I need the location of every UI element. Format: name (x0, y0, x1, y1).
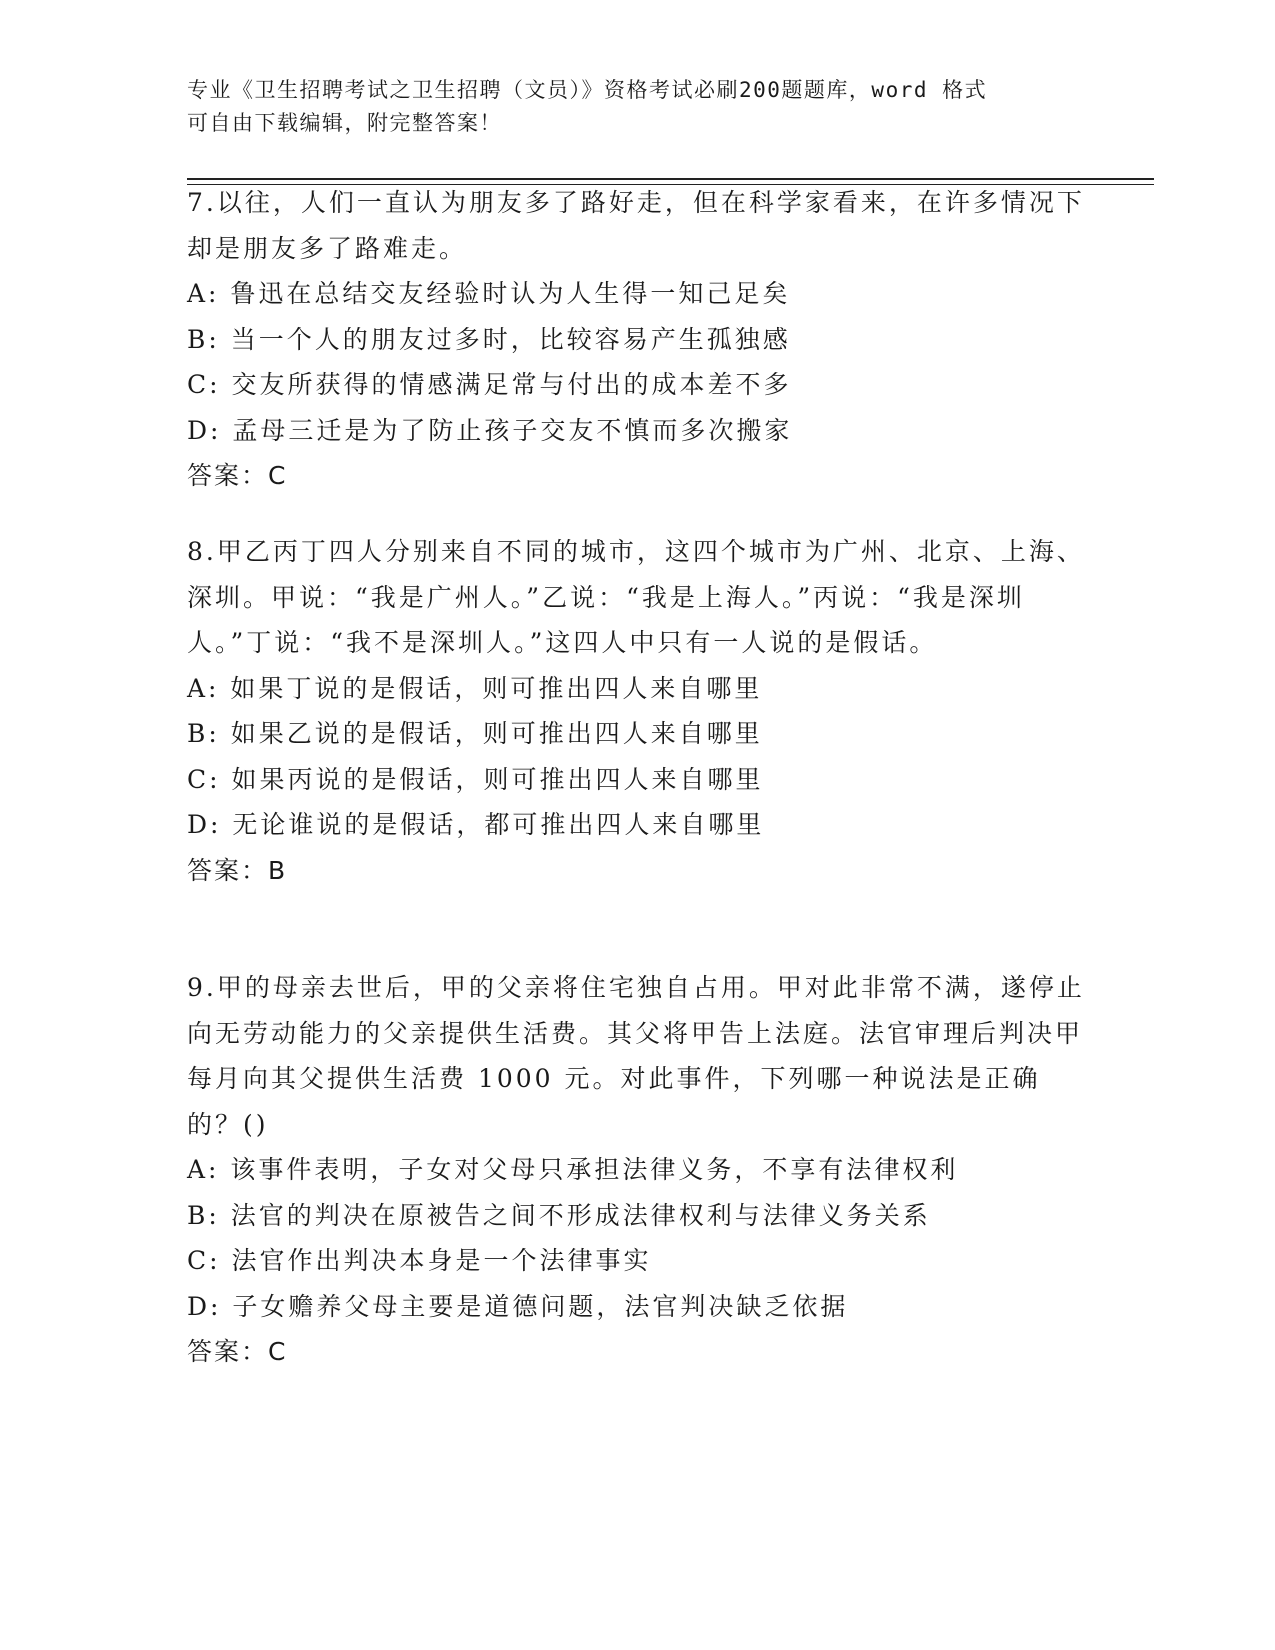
option-c: C: 如果丙说的是假话，则可推出四人来自哪里 (187, 764, 764, 794)
option-d: D: 子女赡养父母主要是道德问题，法官判决缺乏依据 (187, 1291, 849, 1321)
option-b: B: 当一个人的朋友过多时，比较容易产生孤独感 (187, 324, 791, 354)
question-stem: 7.以往，人们一直认为朋友多了路好走，但在科学家看来，在许多情况下却是朋友多了路难走。 (187, 188, 1085, 263)
header-line-1: 专业《卫生招聘考试之卫生招聘（文员）》资格考试必刷200题题库，word 格式 (187, 78, 988, 102)
option-c: C: 交友所获得的情感满足常与付出的成本差不多 (187, 370, 792, 399)
document-header (187, 74, 1087, 140)
answer-label: 答案：C (187, 461, 288, 490)
question-stem: 8.甲乙丙丁四人分别来自不同的城市，这四个城市为广州、北京、上海、深圳。甲说：“我是广州人。”乙说：“我是上海人。”丙说：“我是深圳人。”丁说：“我不是深圳人。”这四人中只有一人说的是假话。 (187, 537, 1085, 657)
question-9 (187, 965, 1087, 1375)
option-a: A: 如果丁说的是假话，则可推出四人来自哪里 (187, 673, 763, 703)
question-8 (187, 529, 1087, 893)
header-line-2: 可自由下载编辑，附完整答案！ (187, 111, 502, 135)
question-7 (187, 180, 1087, 499)
option-a: A: 鲁迅在总结交友经验时认为人生得一知己足矣 (187, 279, 791, 308)
option-b: B: 法官的判决在原被告之间不形成法律权利与法律义务关系 (187, 1200, 931, 1230)
option-d: D: 无论谁说的是假话，都可推出四人来自哪里 (187, 810, 765, 839)
option-a: A: 该事件表明，子女对父母只承担法律义务，不享有法律权利 (187, 1155, 959, 1184)
answer-label: 答案：B (187, 855, 288, 885)
answer-label: 答案：C (187, 1337, 288, 1366)
option-b: B: 如果乙说的是假话，则可推出四人来自哪里 (187, 719, 763, 748)
question-stem: 9.甲的母亲去世后，甲的父亲将住宅独自占用。甲对此非常不满，遂停止向无劳动能力的父亲提供生活费。其父将甲告上法庭。法官审理后判决甲每月向其父提供生活费 1000 元。对此事件，下列哪一种说法是正确的？() (187, 973, 1085, 1139)
option-c: C: 法官作出判决本身是一个法律事实 (187, 1246, 652, 1275)
option-d: D: 孟母三迁是为了防止孩子交友不慎而多次搬家 (187, 415, 793, 445)
